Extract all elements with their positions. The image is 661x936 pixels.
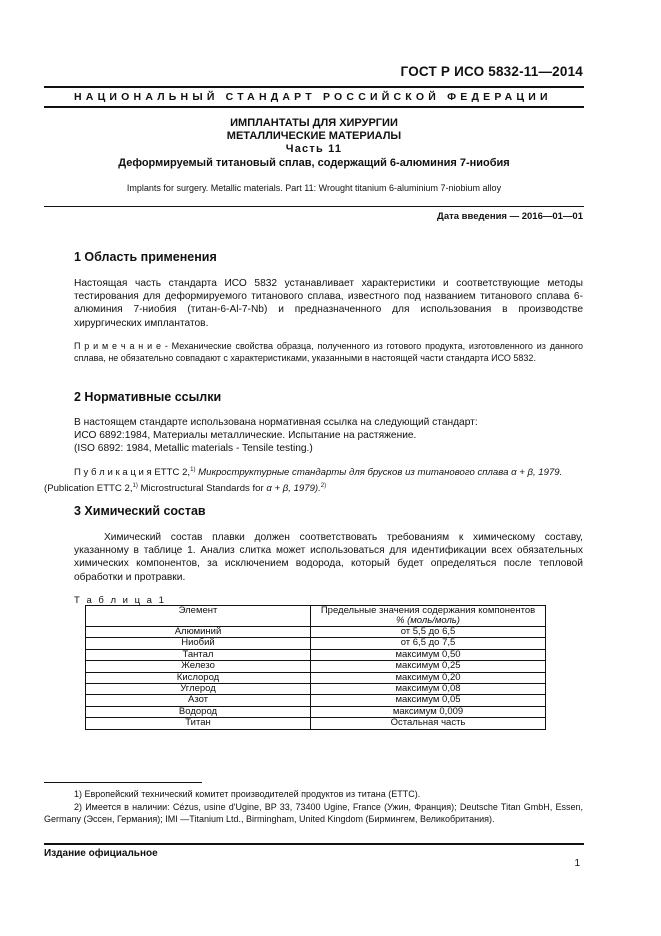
header-element: Элемент bbox=[86, 606, 311, 627]
table-cell-element: Титан bbox=[86, 718, 311, 729]
pub-italic1: Микроструктурные стандарты для брусков из титанового сплава α + β, 1979. bbox=[195, 467, 563, 479]
table-cell-element: Азот bbox=[86, 695, 311, 706]
footnote-separator bbox=[44, 782, 202, 783]
pub-prefix: П у б л и к а ц и я ETTC 2, bbox=[74, 467, 191, 479]
pub-sup3: 2) bbox=[320, 482, 327, 489]
table-cell-value: максимум 0,08 bbox=[311, 684, 546, 695]
table-cell-element: Тантал bbox=[86, 649, 311, 660]
section2-line3: (ISO 6892: 1984, Metallic materials - Tensile testing.) bbox=[74, 443, 313, 454]
table-cell-value: максимум 0,05 bbox=[311, 695, 546, 706]
table-row bbox=[86, 627, 546, 638]
pub-mid: (Publication ETTC 2, bbox=[44, 482, 133, 494]
section1-heading: 1 Область применения bbox=[74, 250, 217, 264]
section3-paragraph: Химический состав плавки должен соответствовать требованиям к химическому составу, указанному в таблице 1. Анализ слитка может использоваться для идентификации всех обязательных химических компонентов, за исключением водорода, который будет определяться после тепловой обработки и протравки. bbox=[74, 532, 583, 583]
table-row bbox=[86, 661, 546, 672]
section3-heading: 3 Химический состав bbox=[74, 504, 206, 518]
section2-publication bbox=[44, 464, 583, 495]
table-header-row bbox=[86, 606, 546, 627]
section1-note: П р и м е ч а н и е - Механические свойства образца, полученного из готового продукта, изготовленного из данного сплава, не обязательно совпадают с характеристиками, указанными в настоящей части стандарта ИСО 5832. bbox=[74, 341, 583, 363]
pub-sup2: 1) bbox=[132, 482, 138, 489]
title-english: Implants for surgery. Metallic materials. Part 11: Wrought titanium 6-aluminium 7-niobium alloy bbox=[126, 183, 502, 193]
section2-line1: В настоящем стандарте использована нормативная ссылка на следующий стандарт: bbox=[74, 417, 478, 428]
national-standard-banner: НАЦИОНАЛЬНЫЙ СТАНДАРТ РОССИЙСКОЙ ФЕДЕРАЦИИ bbox=[74, 91, 552, 103]
table-cell-value: максимум 0,20 bbox=[311, 672, 546, 683]
header-units: % (моль/моль) bbox=[396, 615, 460, 626]
table-row bbox=[86, 695, 546, 706]
header-limits bbox=[311, 606, 546, 627]
table-cell-value: от 6,5 до 7,5 bbox=[311, 638, 546, 649]
title-line2: МЕТАЛЛИЧЕСКИЕ МАТЕРИАЛЫ bbox=[226, 130, 402, 142]
pub-mid2: Microstructural Standards for bbox=[137, 482, 267, 494]
table-cell-element: Кислород bbox=[86, 672, 311, 683]
table-row bbox=[86, 684, 546, 695]
table-row bbox=[86, 718, 546, 729]
table-cell-element: Ниобий bbox=[86, 638, 311, 649]
table-row bbox=[86, 638, 546, 649]
official-edition: Издание официальное bbox=[44, 848, 158, 859]
table-cell-value: максимум 0,25 bbox=[311, 661, 546, 672]
footnote-2: 2) Имеется в наличии: Cézus, usine d'Ugine, BP 33, 73400 Ugine, France (Ужин, Франция); Deutsche Titan GmbH, Essen, Germany (Эссен, Германия); IMI —Titanium Ltd., Birmingham, United Kingdom (Бирмингем, Великобритания). bbox=[44, 802, 583, 824]
table-cell-value: максимум 0,50 bbox=[311, 649, 546, 660]
section2-heading: 2 Нормативные ссылки bbox=[74, 390, 222, 404]
table-cell-element: Углерод bbox=[86, 684, 311, 695]
table-cell-element: Водород bbox=[86, 706, 311, 717]
date-rule bbox=[44, 206, 584, 207]
pub-italic2: α + β, 1979). bbox=[266, 482, 321, 494]
footnote-1: 1) Европейский технический комитет производителей продуктов из титана (ETTC). bbox=[74, 789, 421, 799]
table-cell-element: Железо bbox=[86, 661, 311, 672]
header-rule-bottom bbox=[44, 106, 584, 108]
table-cell-value: Остальная часть bbox=[311, 718, 546, 729]
table-cell-value: максимум 0,009 bbox=[311, 706, 546, 717]
pub-sup1: 1) bbox=[190, 467, 196, 473]
title-line1: ИМПЛАНТАТЫ ДЛЯ ХИРУРГИИ bbox=[230, 117, 398, 129]
section2-line2: ИСО 6892:1984, Материалы металлические. Испытание на растяжение. bbox=[74, 430, 417, 441]
title-subtitle: Деформируемый титановый сплав, содержащий 6-алюминия 7-ниобия bbox=[118, 157, 510, 169]
table-cell-element: Алюминий bbox=[86, 627, 311, 638]
table-row bbox=[86, 706, 546, 717]
section1-paragraph: Настоящая часть стандарта ИСО 5832 устанавливает характеристики и соответствующие методы тестирования для деформируемого титанового сплава, известного под названием титанового сплава 6-алюминия 7-ниобия (титан-6-Al-7-Nb) и предназначенного для использования в производстве хирургических имплантатов. bbox=[74, 278, 583, 329]
header-limits-text: Предельные значения содержания компонентов bbox=[320, 605, 536, 616]
table-caption: Т а б л и ц а 1 bbox=[74, 595, 166, 606]
title-part: Часть 11 bbox=[285, 143, 343, 155]
footer-rule bbox=[44, 843, 584, 845]
page-number: 1 bbox=[574, 858, 580, 869]
header-rule-top bbox=[44, 86, 584, 88]
gost-number: ГОСТ Р ИСО 5832-11—2014 bbox=[400, 64, 583, 79]
table-row bbox=[86, 672, 546, 683]
effective-date: Дата введения — 2016—01—01 bbox=[437, 211, 583, 222]
table-cell-value: от 5,5 до 6,5 bbox=[311, 627, 546, 638]
composition-table bbox=[85, 605, 546, 730]
table-row bbox=[86, 649, 546, 660]
